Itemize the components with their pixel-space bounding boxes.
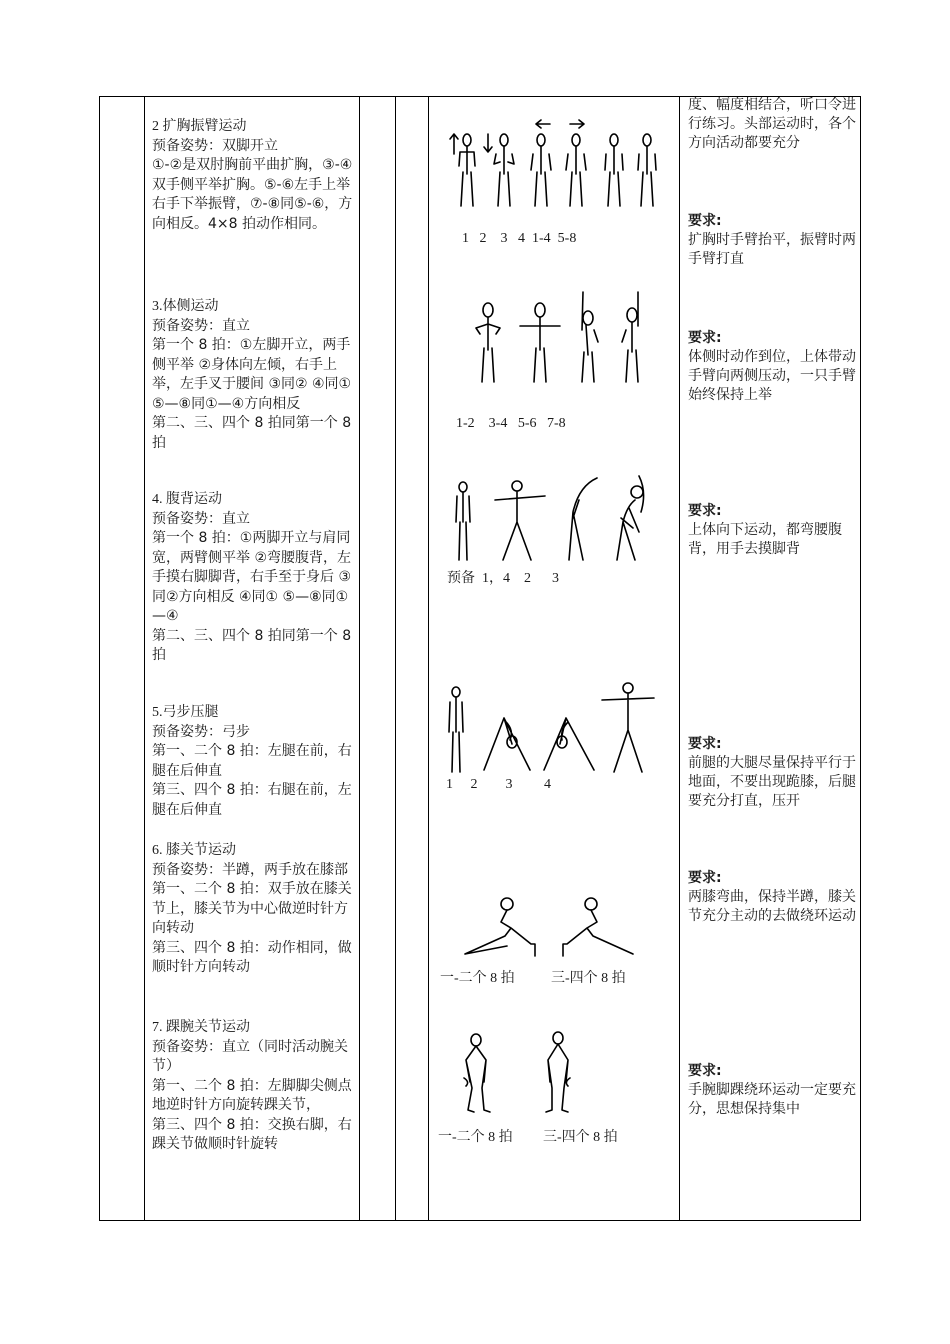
- exercise-line: 第一、二个 8 拍：左腿在前，右腿在后伸直: [152, 743, 352, 779]
- exercise-title: 4. 腹背运动: [152, 492, 222, 507]
- requirement-abdomen: [688, 502, 858, 559]
- table-bottom-border: [99, 1220, 861, 1221]
- exercise-line: 预备姿势：直立: [152, 317, 250, 334]
- column-divider: [860, 96, 861, 1221]
- figure-caption: 1 2 3 4: [446, 777, 551, 792]
- knee-figure: [455, 890, 635, 958]
- requirement-knee: [688, 869, 858, 926]
- requirement-text: 体侧时动作到位，上体带动手臂向两侧压动，一只手臂始终保持上举: [688, 349, 856, 403]
- exercise-line: ①-②是双肘胸前平曲扩胸，③-④双手侧平举扩胸。⑤-⑥左手上举右手下举振臂，⑦-⑧同⑤-⑥，方向相反。4×8 拍动作相同。: [152, 157, 353, 232]
- exercise-knee: [152, 841, 357, 978]
- requirement-heading: 要求:: [688, 503, 722, 519]
- requirement-heading: 要求:: [688, 213, 722, 229]
- exercise-title: 5.弓步压腿: [152, 705, 219, 720]
- figure-caption: 三-四个 8 拍: [551, 971, 626, 986]
- chest-exercise-figure: [440, 112, 670, 217]
- requirement-chest: [688, 212, 858, 269]
- exercise-title: 3.体侧运动: [152, 299, 219, 314]
- exercise-line: 第三、四个 8 拍：右腿在前，左腿在后伸直: [152, 782, 352, 818]
- exercise-title: 7. 踝腕关节运动: [152, 1020, 250, 1035]
- exercise-title: 6. 膝关节运动: [152, 843, 236, 858]
- exercise-chest: [152, 117, 357, 234]
- column-divider: [99, 96, 100, 1221]
- exercise-line: 预备姿势：半蹲，两手放在膝部: [152, 861, 348, 878]
- exercise-line: 预备姿势：直立（同时活动腕关节）: [152, 1038, 348, 1074]
- requirement-text: 前腿的大腿尽量保持平行于地面，不要出现跪膝，后腿要充分打直，压开: [688, 755, 856, 809]
- figure-caption: 一-二个 8 拍: [438, 1130, 513, 1145]
- side-bend-figure: [460, 290, 660, 390]
- figure-caption: 1 2 3 4 1-4 5-8: [462, 231, 577, 246]
- abdomen-back-figure: [445, 472, 665, 564]
- requirement-intro: [688, 96, 858, 153]
- exercise-line: 预备姿势：双脚开立: [152, 137, 278, 154]
- figure-caption: 三-四个 8 拍: [543, 1130, 618, 1145]
- requirement-lunge: [688, 735, 858, 811]
- requirement-heading: 要求:: [688, 330, 722, 346]
- column-divider: [395, 96, 396, 1221]
- lunge-figure: [442, 678, 662, 776]
- exercise-line: 第三、四个 8 拍：动作相同，做顺时针方向转动: [152, 939, 352, 975]
- exercise-side: [152, 297, 357, 453]
- exercise-line: 第一个 8 拍：①两脚开立与肩同宽，两臂侧平举 ②弯腰腹背，左手摸右脚脚背，右手至于身后 ③同②方向相反 ④同① ⑤—⑧同①—④: [152, 530, 352, 624]
- exercise-line: 第二、三、四个 8 拍同第一个 8 拍: [152, 415, 356, 451]
- exercise-line: 第二、三、四个 8 拍同第一个 8 拍: [152, 627, 356, 663]
- requirement-heading: 要求:: [688, 870, 722, 886]
- exercise-title: 2 扩胸振臂运动: [152, 119, 247, 134]
- figure-caption: 预备 1，4 2 3: [447, 571, 559, 586]
- exercise-line: 第一、二个 8 拍：左脚脚尖侧点地逆时针方向旋转踝关节，: [152, 1077, 352, 1113]
- exercise-abdomen: [152, 490, 357, 666]
- exercise-line: 预备姿势：弓步: [152, 723, 250, 740]
- requirement-text: 度、幅度相结合，听口令进行练习。头部运动时，各个方向活动都要充分: [688, 97, 856, 151]
- column-divider: [359, 96, 360, 1221]
- column-divider: [144, 96, 145, 1221]
- requirement-ankle: [688, 1062, 858, 1119]
- ankle-wrist-figure: [448, 1032, 598, 1122]
- requirement-heading: 要求:: [688, 1063, 722, 1079]
- requirement-text: 两膝弯曲，保持半蹲，膝关节充分主动的去做绕环运动: [688, 889, 856, 924]
- exercise-line: 第三、四个 8 拍：交换右脚，右踝关节做顺时针旋转: [152, 1116, 352, 1152]
- column-divider: [679, 96, 680, 1221]
- figure-caption: 1-2 3-4 5-6 7-8: [456, 416, 566, 431]
- exercise-ankle: [152, 1018, 357, 1155]
- column-divider: [428, 96, 429, 1221]
- requirement-text: 手腕脚踝绕环运动一定要充分，思想保持集中: [688, 1082, 856, 1117]
- exercise-lunge: [152, 703, 357, 820]
- exercise-line: 预备姿势：直立: [152, 510, 250, 527]
- exercise-line: 第一个 8 拍：①左脚开立，两手侧平举 ②身体向左倾，右手上举，左手叉于腰间 ③同② ④同① ⑤—⑧同①—④方向相反: [152, 337, 356, 412]
- requirement-heading: 要求:: [688, 736, 722, 752]
- requirement-text: 上体向下运动，都弯腰腹背，用手去摸脚背: [688, 522, 842, 557]
- requirement-side: [688, 329, 858, 405]
- exercise-line: 第一、二个 8 拍：双手放在膝关节上，膝关节为中心做逆时针方向转动: [152, 881, 352, 936]
- requirement-text: 扩胸时手臂抬平，振臂时两手臂打直: [688, 232, 856, 267]
- figure-caption: 一-二个 8 拍: [440, 971, 515, 986]
